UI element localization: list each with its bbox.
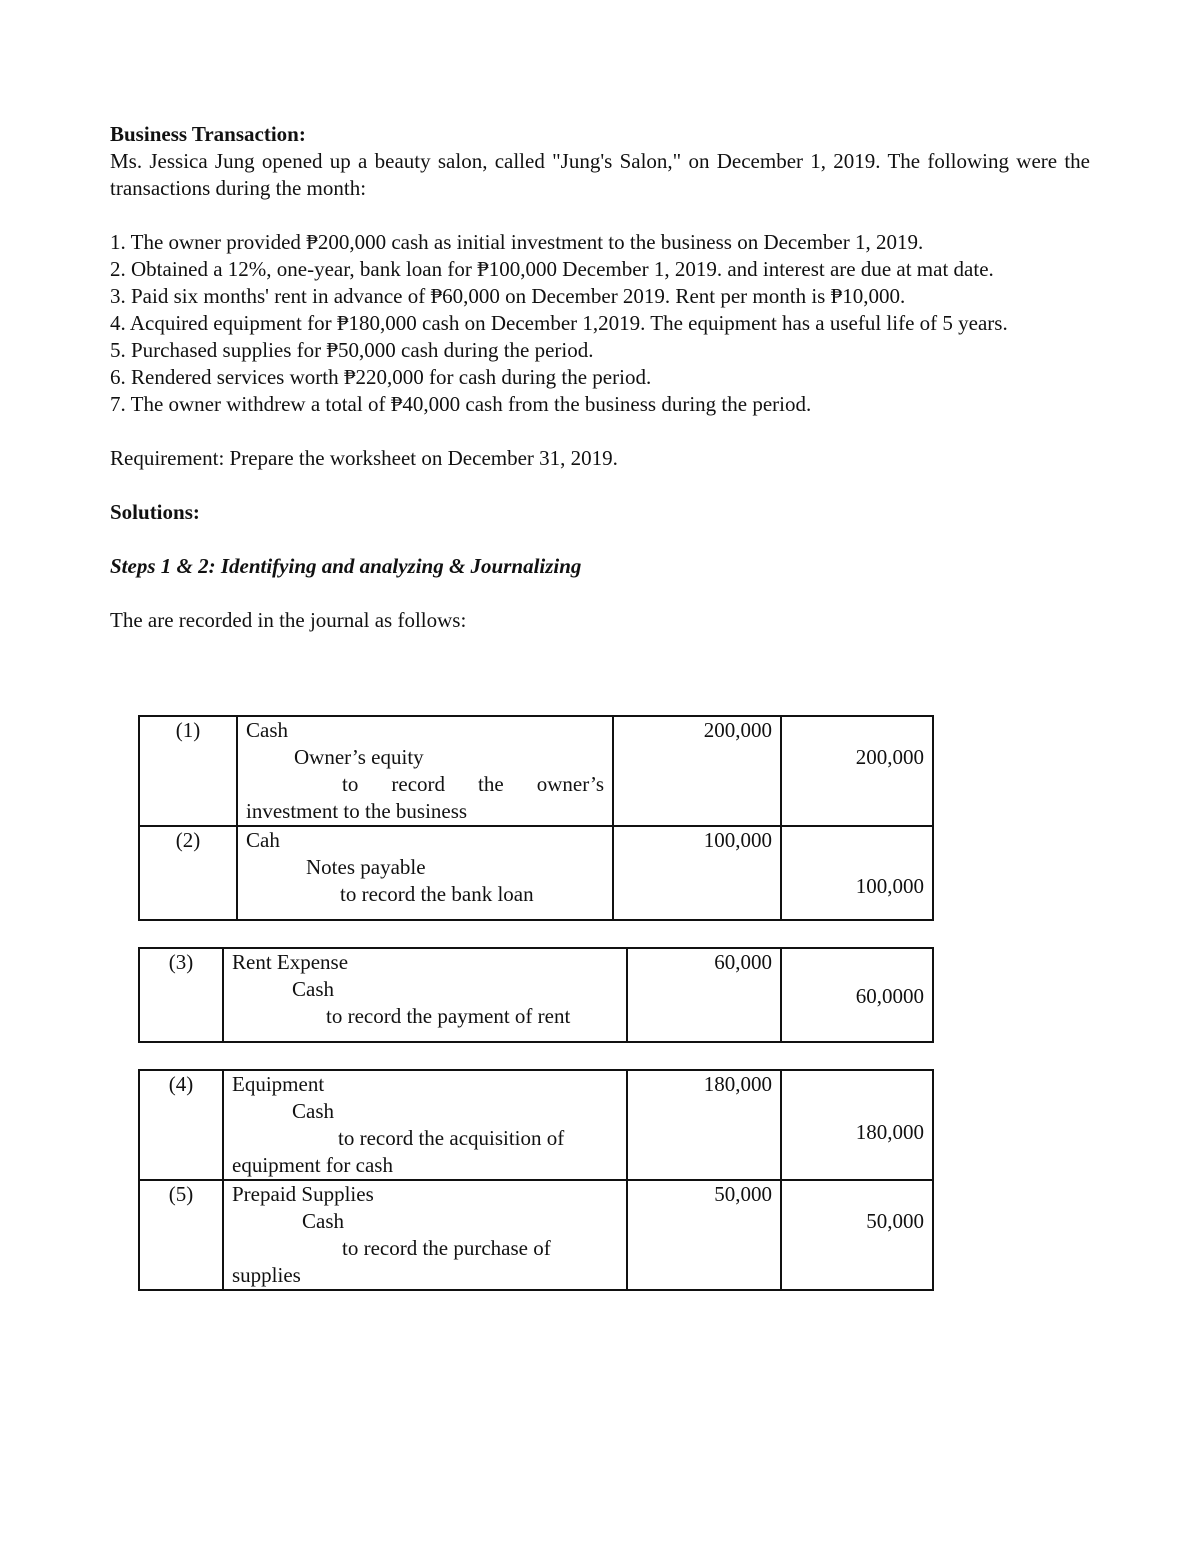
credit-account: Cash [292, 977, 334, 1001]
entry-number: (5) [139, 1180, 223, 1290]
journal-entry-1 [139, 716, 933, 826]
entry-number: (3) [139, 948, 223, 1042]
transaction-7: 7. The owner withdrew a total of ₱40,000 cash from the business during the period. [110, 392, 812, 416]
credit-amount: 60,0000 [781, 948, 933, 1042]
journal-table-2 [138, 947, 934, 1043]
document-body [110, 121, 1090, 634]
transaction-5: 5. Purchased supplies for ₱50,000 cash during the period. [110, 338, 594, 362]
debit-amount: 100,000 [613, 826, 781, 920]
credit-account: Cash [302, 1209, 344, 1233]
transaction-6: 6. Rendered services worth ₱220,000 for cash during the period. [110, 365, 652, 389]
entry-description [223, 948, 627, 1042]
entry-number: (4) [139, 1070, 223, 1180]
transaction-2: 2. Obtained a 12%, one-year, bank loan for ₱100,000 December 1, 2019. and interest are due at mat date. [110, 257, 994, 281]
debit-account: Prepaid Supplies [232, 1182, 374, 1206]
entry-memo-cont: investment to the business [246, 799, 468, 823]
solutions-heading: Solutions: [110, 500, 200, 524]
credit-account: Owner’s equity [294, 745, 424, 769]
credit-amount: 180,000 [781, 1070, 933, 1180]
debit-account: Equipment [232, 1072, 325, 1096]
entry-memo-cont: supplies [232, 1263, 301, 1287]
credit-account: Notes payable [306, 855, 426, 879]
entry-description [237, 716, 613, 826]
entry-memo: to record the acquisition of [338, 1126, 565, 1150]
journal-entry-4 [139, 1070, 933, 1180]
journal-entry-3 [139, 948, 933, 1042]
entry-description [223, 1070, 627, 1180]
entry-memo: to record the payment of rent [326, 1004, 571, 1028]
debit-account: Cash [246, 718, 288, 742]
journal-table-3 [138, 1069, 934, 1291]
debit-account: Rent Expense [232, 950, 349, 974]
entry-number: (2) [139, 826, 237, 920]
transaction-1: 1. The owner provided ₱200,000 cash as initial investment to the business on December 1, 2019. [110, 230, 924, 254]
journal-table-1 [138, 715, 934, 921]
entry-memo: to record the purchase of [342, 1236, 551, 1260]
debit-amount: 180,000 [627, 1070, 781, 1180]
debit-account: Cah [246, 828, 280, 852]
credit-amount: 200,000 [781, 716, 933, 826]
entry-number: (1) [139, 716, 237, 826]
debit-amount: 50,000 [627, 1180, 781, 1290]
debit-amount: 60,000 [627, 948, 781, 1042]
entry-description [223, 1180, 627, 1290]
entry-memo-cont: equipment for cash [232, 1153, 393, 1177]
intro-paragraph: Ms. Jessica Jung opened up a beauty salon, called "Jung's Salon," on December 1, 2019. The following were the transactions during the month: [110, 149, 1090, 200]
steps-heading: Steps 1 & 2: Identifying and analyzing & Journalizing [110, 554, 582, 578]
credit-account: Cash [292, 1099, 334, 1123]
heading-business-transaction: Business Transaction: [110, 122, 306, 146]
transaction-3: 3. Paid six months' rent in advance of ₱60,000 on December 2019. Rent per month is ₱10,000. [110, 284, 906, 308]
entry-memo: to record the bank loan [340, 882, 534, 906]
journal-entry-5 [139, 1180, 933, 1290]
credit-amount: 50,000 [781, 1180, 933, 1290]
credit-amount: 100,000 [781, 826, 933, 920]
requirement: Requirement: Prepare the worksheet on December 31, 2019. [110, 446, 618, 470]
debit-amount: 200,000 [613, 716, 781, 826]
journal-entry-2 [139, 826, 933, 920]
entry-memo: to record the owner’s [342, 772, 604, 796]
entry-description [237, 826, 613, 920]
transaction-4: 4. Acquired equipment for ₱180,000 cash on December 1,2019. The equipment has a useful life of 5 years. [110, 311, 1008, 335]
journal-intro: The are recorded in the journal as follows: [110, 608, 467, 632]
